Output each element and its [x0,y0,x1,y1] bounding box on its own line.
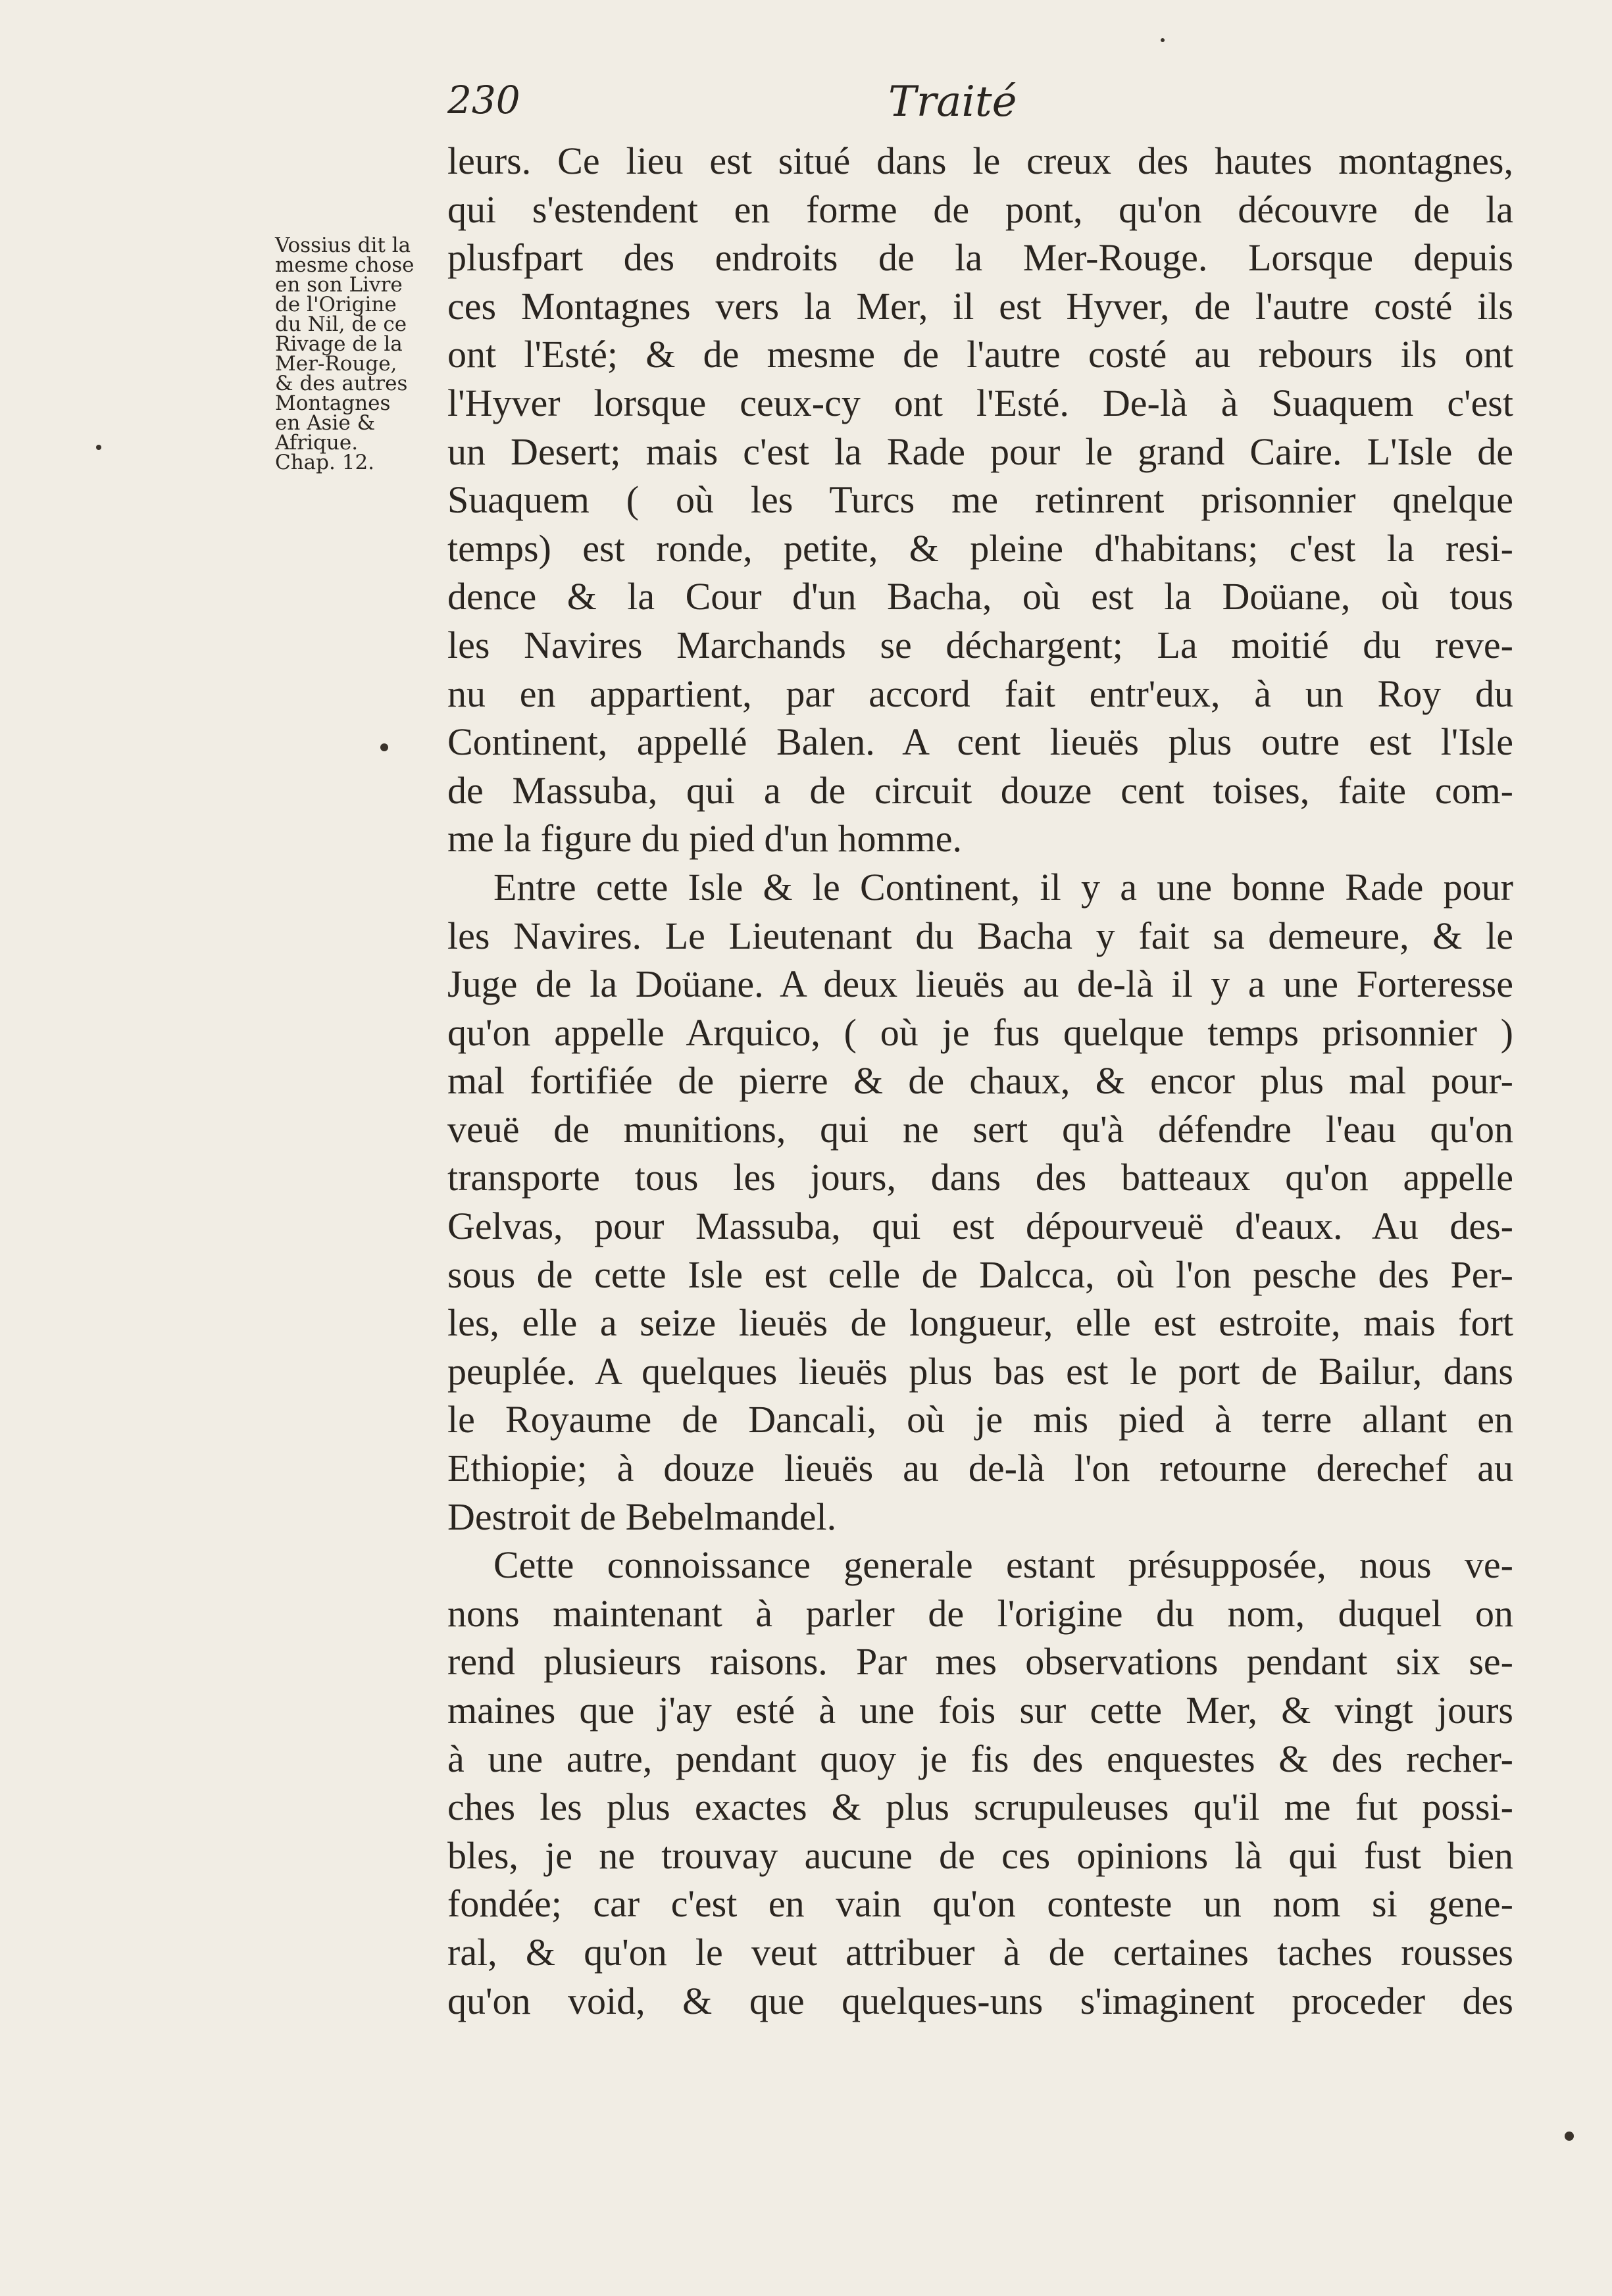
text-line: l'Hyver lorsque ceux-cy ont l'Esté. De-là à Suaquem c'est [447,381,1513,424]
margin-note-line: Chap. 12. [275,451,375,474]
text-line: nons maintenant à parler de l'origine du nom, duquel on [447,1591,1513,1635]
text-line: les Navires Marchands se déchargent; La moitié du reve- [447,623,1513,666]
text-line: Juge de la Doüane. A deux lieuës au de-là il y a une Forteresse [447,962,1513,1006]
paragraph [447,863,1513,1541]
page-number: 230 [447,78,520,122]
text-line: mal fortifiée de pierre & de chaux, & encor plus mal pour- [447,1059,1513,1103]
text-line: me la figure du pied d'un homme. [447,817,962,861]
margin-note-line: mesme chose [275,253,415,277]
margin-note-line: & des autres [275,372,408,395]
text-line: plusfpart des endroits de la Mer-Rouge. Lorsque depuis [447,236,1513,280]
text-line: de Massuba, qui a de circuit douze cent toises, faite com- [447,768,1513,812]
text-line: veuë de munitions, qui ne sert qu'à défendre l'eau qu'on [447,1107,1513,1151]
text-line: Cette connoissance generale estant présupposée, nous ve- [493,1543,1513,1587]
margin-note-line: de l'Origine [275,293,397,316]
text-line: qu'on appelle Arquico, ( où je fus quelque temps prisonnier ) [447,1011,1513,1054]
running-title: Traité [888,78,1017,126]
margin-note [275,236,426,472]
text-line: le Royaume de Dancali, où je mis pied à terre allant en [447,1398,1513,1441]
margin-note-line: Vossius dit la [275,234,411,257]
ink-speck [380,743,388,751]
text-line: temps) est ronde, petite, & pleine d'habitans; c'est la resi- [447,526,1513,570]
ink-speck [96,445,101,450]
text-line: ral, & qu'on le veut attribuer à de certaines taches rousses [447,1930,1513,1974]
text-line: Continent, appellé Balen. A cent lieuës plus outre est l'Isle [447,720,1513,764]
paragraph [447,137,1513,863]
text-line: bles, je ne trouvay aucune de ces opinions là qui fust bien [447,1834,1513,1877]
text-line: ches les plus exactes & plus scrupuleuses qu'il me fut possi- [447,1785,1513,1829]
text-line: fondée; car c'est en vain qu'on conteste un nom si gene- [447,1882,1513,1926]
margin-note-line: en son Livre [275,273,403,297]
text-line: les Navires. Le Lieutenant du Bacha y fait sa demeure, & le [447,914,1513,957]
text-line: Gelvas, pour Massuba, qui est dépourveuë d'eaux. Au des- [447,1205,1513,1248]
margin-note-line: Rivage de la [275,332,403,356]
margin-note-line: Mer-Rouge, [275,352,397,376]
text-line: sous de cette Isle est celle de Dalcca, où l'on pesche des Per- [447,1253,1513,1296]
text-line: ont l'Esté; & de mesme de l'autre costé au rebours ils ont [447,333,1513,376]
text-line: peuplée. A quelques lieuës plus bas est le port de Bailur, dans [447,1349,1513,1393]
text-line: rend plusieurs raisons. Par mes observations pendant six se- [447,1640,1513,1684]
text-line: Destroit de Bebelmandel. [447,1495,837,1538]
text-line: Entre cette Isle & le Continent, il y a une bonne Rade pour [493,865,1513,909]
text-line: les, elle a seize lieuës de longueur, elle est estroite, mais fort [447,1301,1513,1345]
body-text [447,137,1513,2025]
margin-note-line: en Asie & [275,411,376,435]
ink-speck [1161,38,1165,42]
text-line: à une autre, pendant quoy je fis des enquestes & des recher- [447,1737,1513,1780]
text-line: qu'on void, & que quelques-uns s'imaginent proceder des [447,1979,1513,2022]
paragraph [447,1541,1513,2025]
text-line: Suaquem ( où les Turcs me retinrent prisonnier qnelque [447,478,1513,522]
text-line: Ethiopie; à douze lieuës au de-là l'on retourne derechef au [447,1447,1513,1490]
text-line: ces Montagnes vers la Mer, il est Hyver, de l'autre costé ils [447,284,1513,328]
text-line: transporte tous les jours, dans des batteaux qu'on appelle [447,1156,1513,1199]
text-line: qui s'estendent en forme de pont, qu'on découvre de la [447,187,1513,231]
text-line: dence & la Cour d'un Bacha, où est la Doüane, où tous [447,575,1513,618]
text-line: nu en appartient, par accord fait entr'eux, à un Roy du [447,672,1513,715]
text-line: un Desert; mais c'est la Rade pour le grand Caire. L'Isle de [447,430,1513,473]
margin-note-line: du Nil, de ce [275,312,407,336]
margin-note-line: Montagnes [275,391,391,415]
text-line: leurs. Ce lieu est situé dans le creux des hautes montagnes, [447,139,1513,182]
page-header [447,78,1513,137]
text-line: maines que j'ay esté à une fois sur cette Mer, & vingt jours [447,1689,1513,1732]
ink-speck [1565,2132,1574,2141]
margin-note-line: Afrique. [275,431,359,455]
